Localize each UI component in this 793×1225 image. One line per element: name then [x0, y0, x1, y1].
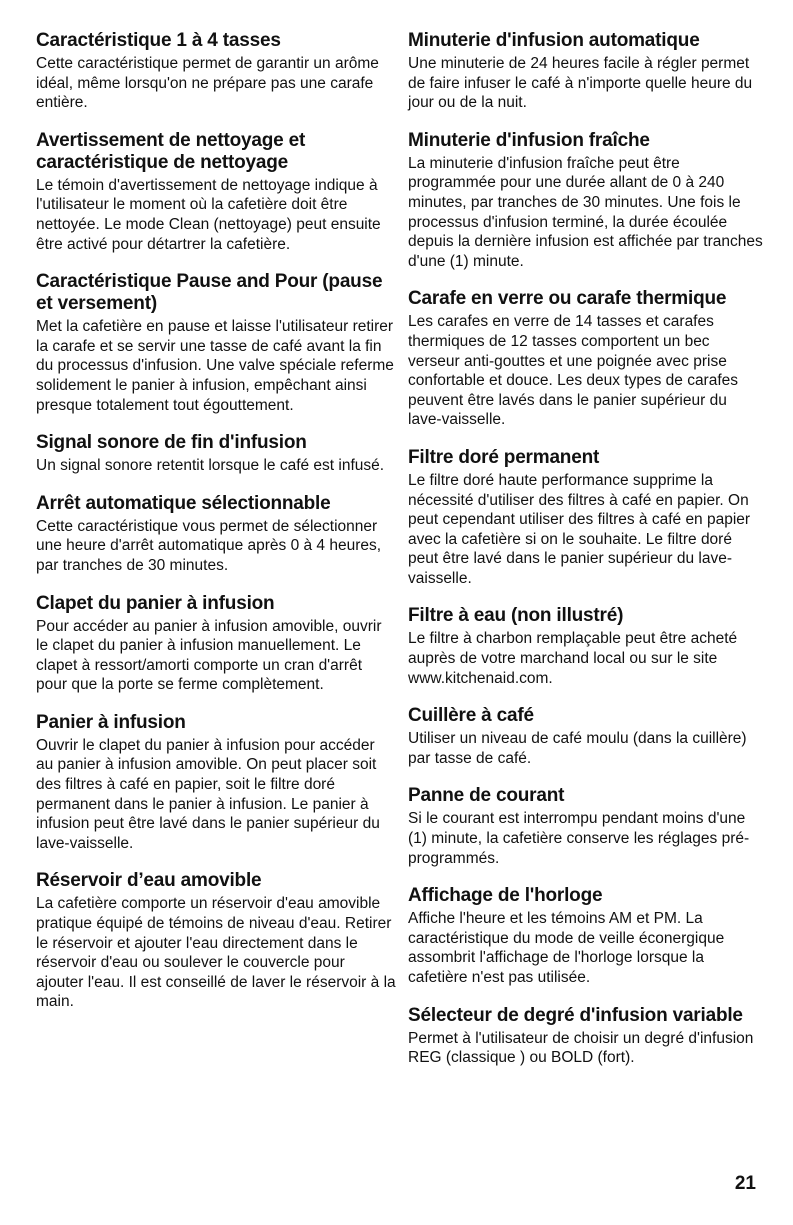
section-heading: Filtre doré permanent	[408, 446, 600, 468]
section-text: Le filtre à charbon remplaçable peut être acheté auprès de votre marchand local ou sur le site www.kitchenaid.com.	[408, 630, 738, 687]
section-heading: Carafe en verre ou carafe thermique	[408, 288, 727, 310]
section-text: Cette caractéristique permet de garantir un arôme idéal, même lorsqu'on ne prépare pas une carafe entière.	[36, 55, 379, 112]
section-text: Permet à l'utilisateur de choisir un degré d'infusion REG (classique ) ou BOLD (fort).	[408, 1029, 754, 1067]
section-text: Met la cafetière en pause et laisse l'utilisateur retirer la carafe et se servir une tasse de café avant la fin du processus d'infusion. Une valve spéciale referme solidement le panier à infusion, empêchant ainsi presque totalement tout égouttement.	[36, 318, 394, 414]
section-brew-end-signal	[36, 432, 396, 476]
section-heading: Signal sonore de fin d'infusion	[36, 432, 307, 454]
section-heading: Arrêt automatique sélectionnable	[36, 492, 331, 514]
section-pause-and-pour	[36, 271, 396, 415]
section-cleaning-alert	[36, 130, 396, 254]
page-number: 21	[734, 1173, 756, 1194]
section-text: Cette caractéristique vous permet de sélectionner une heure d'arrêt automatique après 0 à 4 heures, par tranches de 30 minutes.	[36, 517, 382, 574]
section-text: Utiliser un niveau de café moulu (dans la cuillère) par tasse de café.	[408, 730, 747, 767]
section-power-outage	[408, 785, 764, 868]
section-text: Une minuterie de 24 heures facile à régler permet de faire infuser le café à n'importe quelle heure du jour ou de la nuit.	[408, 55, 753, 112]
section-text: Le témoin d'avertissement de nettoyage indique à l'utilisateur le moment où la cafetière doit être nettoyée. Le mode Clean (nettoyage) peut ensuite être activé pour détartrer la cafetière.	[36, 176, 381, 253]
section-text: Un signal sonore retentit lorsque le café est infusé.	[36, 457, 385, 475]
section-brew-basket-door	[36, 593, 396, 695]
section-gold-filter	[408, 447, 764, 589]
section-text: Affiche l'heure et les témoins AM et PM. La caractéristique du mode de veille éconergique assombrit l'affichage de l'horloge lorsque la cafetière n'est pas utilisée.	[408, 910, 725, 986]
section-heading: Caractéristique 1 à 4 tasses	[36, 30, 281, 51]
section-auto-off	[36, 493, 396, 576]
section-heading: Sélecteur de degré d'infusion variable	[408, 1004, 743, 1026]
section-fresh-brew-timer	[408, 130, 764, 272]
section-1-4-cups	[36, 30, 396, 113]
section-clock-display	[408, 885, 764, 987]
section-heading: Panne de courant	[408, 785, 565, 807]
section-water-filter	[408, 605, 764, 688]
section-heading: Minuterie d'infusion fraîche	[408, 129, 650, 151]
section-coffee-scoop	[408, 705, 764, 768]
section-heading: Caractéristique Pause and Pour (pause et versement)	[36, 271, 383, 315]
section-heading: Cuillère à café	[408, 705, 534, 727]
section-heading: Filtre à eau (non illustré)	[408, 605, 624, 627]
section-heading: Clapet du panier à infusion	[36, 592, 275, 614]
section-text: Les carafes en verre de 14 tasses et carafes thermiques de 12 tasses comportent un bec verseur anti-gouttes et une poignée avec prise confortable et douce. Les deux types de carafes peuvent être lavés dans le panier supérieur du lave-vaisselle.	[408, 313, 739, 429]
section-text: La minuterie d'infusion fraîche peut être programmée pour une durée allant de 0 à 240 minutes, par tranches de 30 minutes. Une fois le processus d'infusion terminé, la durée écoulée depuis la dernière infusion est affichée par tranches d'une (1) minute.	[408, 154, 763, 270]
section-heading: Réservoir d’eau amovible	[36, 870, 262, 892]
section-heading: Panier à infusion	[36, 711, 186, 733]
section-auto-brew-timer	[408, 30, 764, 113]
section-water-reservoir	[36, 870, 396, 1012]
section-brew-basket	[36, 712, 396, 854]
section-heading: Minuterie d'infusion automatique	[408, 30, 700, 51]
section-text: Le filtre doré haute performance supprime la nécessité d'utiliser des filtres à café en papier. On peut cependant utiliser des filtres à café en papier avec la cafetière si on le souhaite. Le filtre doré peut être lavé dans le panier supérieur du lave-vaisselle.	[408, 471, 751, 587]
section-heading: Avertissement de nettoyage et caractéristique de nettoyage	[36, 129, 306, 173]
section-carafe	[408, 288, 764, 430]
section-text: Ouvrir le clapet du panier à infusion pour accéder au panier à infusion amovible. On peut placer soit des filtres à café en papier, soit le filtre doré permanent dans le panier à infusion. Le panier à infusion peut être lavé dans le panier supérieur du lave-vaisselle.	[36, 736, 380, 852]
section-heading: Affichage de l'horloge	[408, 885, 603, 907]
right-column	[408, 30, 764, 1085]
section-text: Pour accéder au panier à infusion amovible, ouvrir le clapet du panier à infusion manuellement. Le clapet à ressort/amorti comporte un cran d'arrêt pour que la porte se ferme complètement.	[36, 617, 382, 694]
section-text: La cafetière comporte un réservoir d'eau amovible pratique équipé de témoins de niveau d'eau. Retirer le réservoir et ajouter l'eau directement dans le réservoir d'eau ou soulever le couvercle pour ajouter l'eau. Il est conseillé de laver le réservoir à la main.	[36, 895, 396, 1011]
section-brew-strength-selector	[408, 1005, 764, 1068]
section-text: Si le courant est interrompu pendant moins d'une (1) minute, la cafetière conserve les réglages pré-programmés.	[408, 810, 750, 867]
left-column	[36, 30, 396, 1029]
